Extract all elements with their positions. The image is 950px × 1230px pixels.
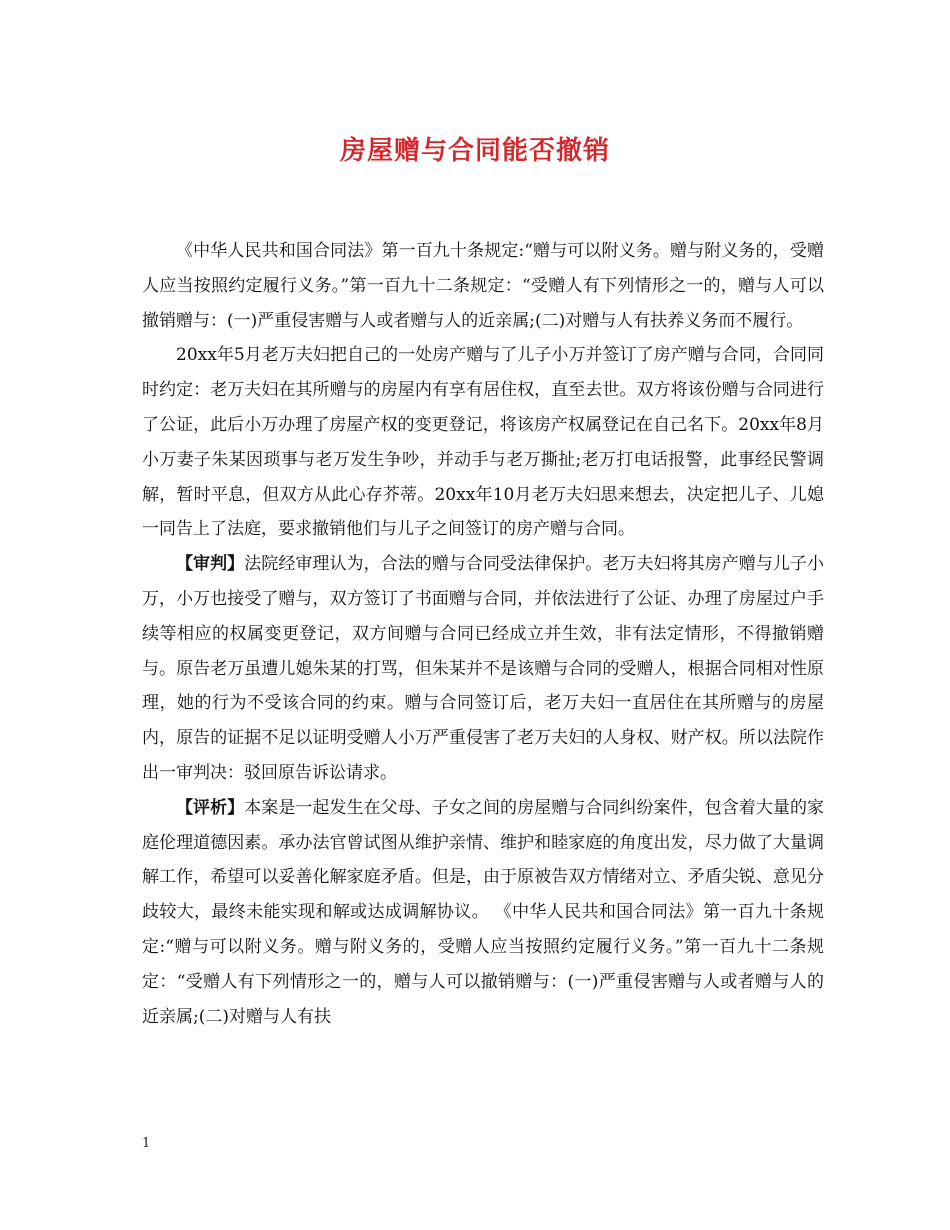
paragraph-case-facts: 20xx年5月老万夫妇把自己的一处房产赠与了儿子小万并签订了房产赠与合同，合同同时约定：老万夫妇在其所赠与的房屋内有享有居住权，直至去世。双方将该份赠与合同进行了公证，此后小万办理了房屋产权的变更登记，将该房产权属登记在自己名下。20xx年8月小万妻子朱某因琐事与老万发生争吵，并动手与老万撕扯;老万打电话报警，此事经民警调解，暂时平息，但双方从此心存芥蒂。20xx年10月老万夫妇思来想去，决定把儿子、儿媳一同告上了法庭，要求撤销他们与儿子之间签订的房产赠与合同。 [142,345,824,540]
paragraph-law-citation: 《中华人民共和国合同法》第一百九十条规定:“赠与可以附义务。赠与附义务的，受赠人应当按照约定履行义务。”第一百九十二条规定：“受赠人有下列情形之一的，赠与人可以撤销赠与：(一)严重侵害赠与人或者赠与人的近亲属;(二)对赠与人有扶养义务而不履行。 [142,241,824,331]
document-body [142,234,824,1034]
paragraph-judgment [142,547,824,791]
judgment-label: 【审判】 [176,554,245,575]
document-title: 房屋赠与合同能否撤销 [339,136,610,166]
page-number: 1 [142,1136,151,1151]
paragraph-analysis [142,791,824,1035]
analysis-text: 本案是一起发生在父母、子女之间的房屋赠与合同纠纷案件，包含着大量的家庭伦理道德因素。承办法官曾试图从维护亲情、维护和睦家庭的角度出发，尽力做了大量调解工作，希望可以妥善化解家庭矛盾。但是，由于原被告双方情绪对立、矛盾尖锐、意见分歧较大，最终未能实现和解或达成调解协议。 《中华人民共和国合同法》第一百九十条规定:“赠与可以附义务。赠与附义务的，受赠人应当按照约定履行义务。”第一百九十二条规定：“受赠人有下列情形之一的，赠与人可以撤销赠与：(一)严重侵害赠与人或者赠与人的近亲属;(二)对赠与人有扶 [142,797,825,1027]
judgment-text: 法院经审理认为，合法的赠与合同受法律保护。老万夫妇将其房产赠与儿子小万，小万也接受了赠与，双方签订了书面赠与合同，并依法进行了公证、办理了房屋过户手续等相应的权属变更登记，双方间赠与合同已经成立并生效，非有法定情形，不得撤销赠与。原告老万虽遭儿媳朱某的打骂，但朱某并不是该赠与合同的受赠人，根据合同相对性原理，她的行为不受该合同的约束。赠与合同签订后，老万夫妇一直居住在其所赠与的房屋内，原告的证据不足以证明受赠人小万严重侵害了老万夫妇的人身权、财产权。所以法院作出一审判决：驳回原告诉讼请求。 [142,554,825,783]
analysis-label: 【评析】 [176,797,245,818]
